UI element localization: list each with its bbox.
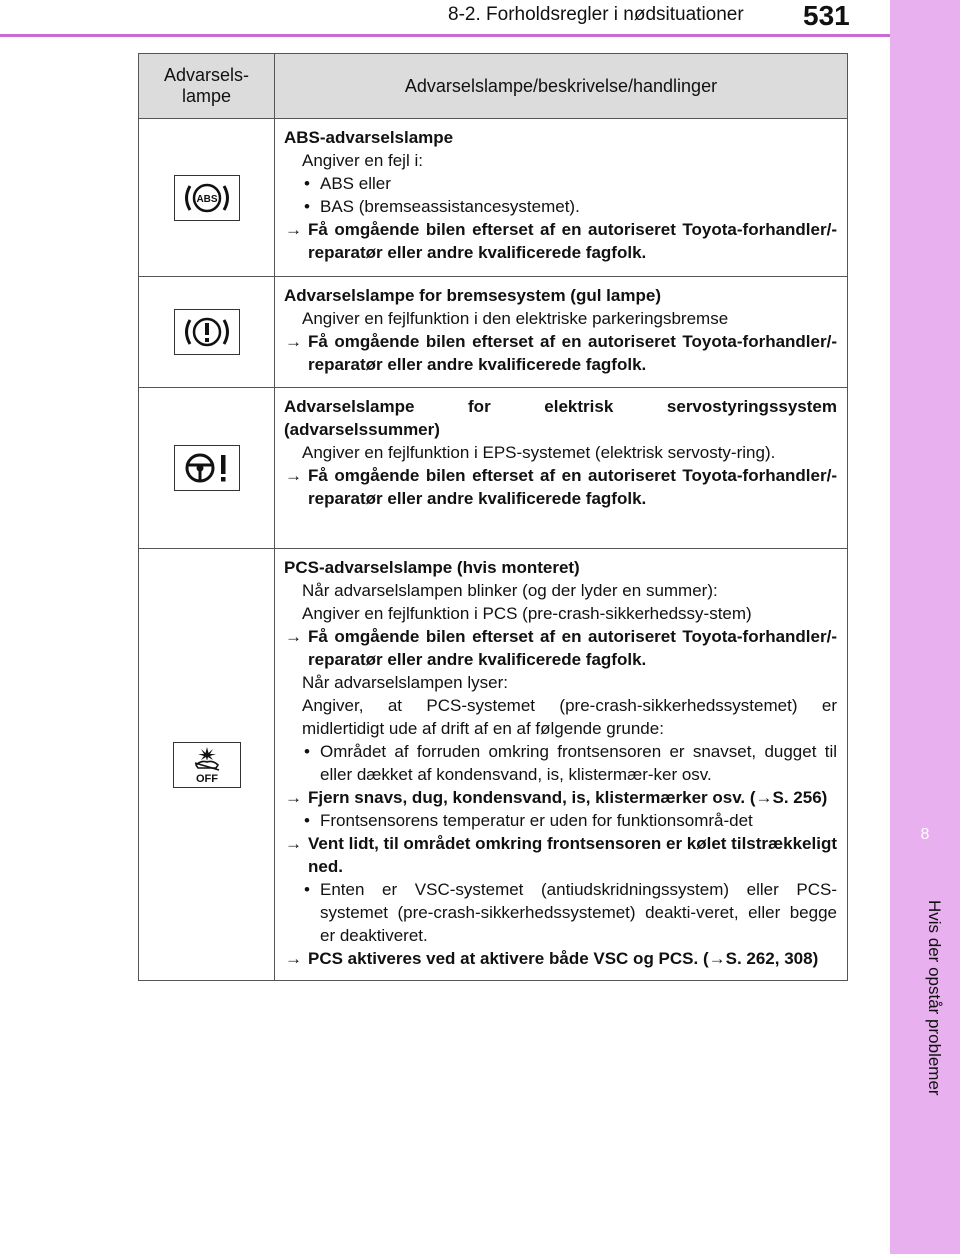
table-row — [139, 277, 848, 388]
description-line: Angiver en fejlfunktion i EPS-systemet (elektrisk servosty-ring). — [302, 443, 776, 462]
chapter-title: Hvis der opstår problemer — [925, 900, 944, 1096]
pcs-off-icon-text: OFF — [195, 772, 218, 785]
chapter-side-tab — [890, 0, 960, 1254]
warning-lamp-table — [138, 53, 848, 981]
description-line: Når advarselslampen blinker (og der lyder en summer): — [302, 581, 718, 600]
table-row — [139, 119, 848, 277]
chapter-number: 8 — [920, 826, 930, 843]
section-title: 8-2. Forholdsregler i nødsituationer — [448, 4, 744, 25]
bullet-item: • ABS eller — [284, 172, 837, 195]
column-header-lamp-label: Advarsels- lampe — [163, 65, 250, 106]
header-divider — [0, 34, 890, 37]
action-item: → Få omgående bilen efterset af en autoriseret Toyota-forhandler/-reparatør eller andre kvalificerede fagfolk. — [284, 330, 837, 376]
pcs-off-icon — [173, 742, 241, 788]
table-row — [139, 549, 848, 981]
action-item: → Få omgående bilen efterset af en autoriseret Toyota-forhandler/-reparatør eller andre kvalificerede fagfolk. — [284, 625, 837, 671]
bullet-item: • Enten er VSC-systemet (antiudskridningssystem) eller PCS-systemet (pre-crash-sikkerhedssystemet) deakti-veret, eller begge er deaktiveret. — [284, 878, 837, 947]
lamp-title: Advarselslampe for elektrisk servostyringssystem (advarselssummer) — [284, 397, 837, 439]
description-line: Angiver en fejlfunktion i den elektriske parkeringsbremse — [302, 309, 729, 328]
power-steering-warning-icon — [174, 445, 240, 491]
lamp-title: Advarselslampe for bremsesystem (gul lampe) — [284, 286, 661, 305]
description-line: Angiver en fejlfunktion i PCS (pre-crash-sikkerhedssy-stem) — [302, 604, 752, 623]
description-line: Angiver, at PCS-systemet (pre-crash-sikkerhedssystemet) er midlertidigt ude af drift af en af følgende grunde: — [302, 696, 837, 738]
bullet-item: • BAS (bremseassistancesystemet). — [284, 195, 837, 218]
description-line: Når advarselslampen lyser: — [302, 673, 508, 692]
action-item: → PCS aktiveres ved at aktivere både VSC og PCS. (→S. 262, 308) — [284, 947, 837, 970]
column-header-lamp — [139, 54, 275, 119]
action-item: → Få omgående bilen efterset af en autoriseret Toyota-forhandler/-reparatør eller andre kvalificerede fagfolk. — [284, 218, 837, 264]
abs-icon-text: ABS — [195, 193, 218, 205]
lamp-title: ABS-advarselslampe — [284, 128, 454, 147]
table-row — [139, 388, 848, 549]
action-item: → Fjern snavs, dug, kondensvand, is, klistermærker osv. (→S. 256) — [284, 786, 837, 809]
bullet-item: • Frontsensorens temperatur er uden for funktionsområ-det — [284, 809, 837, 832]
page-number: 531 — [803, 0, 850, 31]
table-header-row — [139, 54, 848, 119]
description-line: Angiver en fejl i: — [302, 151, 423, 170]
action-item: → Vent lidt, til området omkring frontsensoren er kølet tilstrækkeligt ned. — [284, 832, 837, 878]
action-item: → Få omgående bilen efterset af en autoriseret Toyota-forhandler/-reparatør eller andre kvalificerede fagfolk. — [284, 464, 837, 510]
column-header-description: Advarselslampe/beskrivelse/handlinger — [275, 54, 848, 119]
lamp-title: PCS-advarselslampe (hvis monteret) — [284, 558, 580, 577]
bullet-item: • Området af forruden omkring frontsensoren er snavset, dugget til eller dækket af kondensvand, is, klistermær-ker osv. — [284, 740, 837, 786]
brake-system-warning-icon — [174, 309, 240, 355]
abs-warning-icon — [174, 175, 240, 221]
